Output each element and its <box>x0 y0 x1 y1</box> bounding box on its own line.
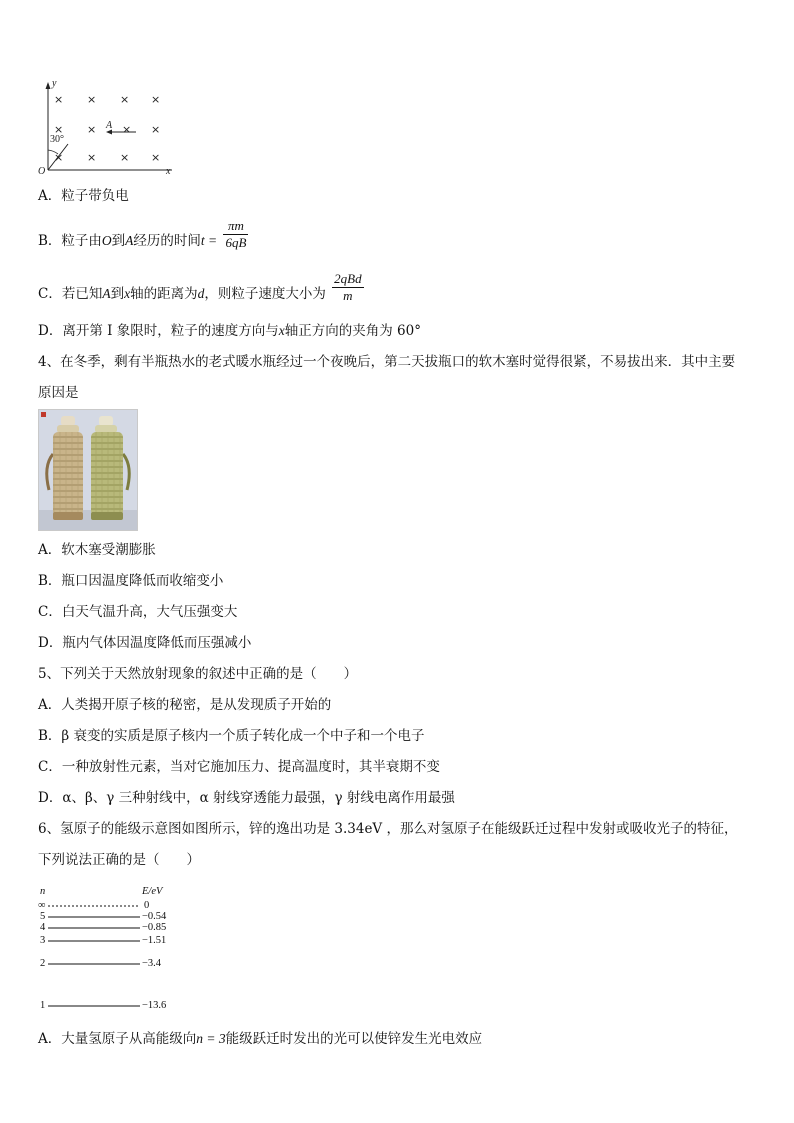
field-cross: × <box>151 123 161 136</box>
q6-option-a <box>38 1030 482 1048</box>
q5-option-b: B．β 衰变的实质是原子核内一个质子转化成一个中子和一个电子 <box>38 728 425 744</box>
field-cross: × <box>151 93 161 106</box>
energy-level-lines <box>36 882 196 1012</box>
q4-option-d: D．瓶内气体因温度降低而压强减小 <box>38 635 252 651</box>
q5-option-d: D．α、β、γ 三种射线中，α 射线穿透能力最强，γ 射线电离作用最强 <box>38 790 455 806</box>
q4-stem-line2: 原因是 <box>38 385 79 401</box>
field-cross: × <box>87 151 97 164</box>
q5-option-a: A．人类揭开原子核的秘密，是从发现质子开始的 <box>38 697 332 713</box>
q4-option-c: C．白天气温升高，大气压强变大 <box>38 604 238 620</box>
q3-c-mid3: ，则粒子速度大小为 <box>204 286 326 302</box>
level-energy: 0 <box>144 900 150 911</box>
level-energy: −1.51 <box>142 935 167 946</box>
q3-b-o: O <box>101 233 112 248</box>
q3-option-a: A．粒子带负电 <box>38 188 129 204</box>
level-n: 1 <box>40 1000 46 1011</box>
field-cross: × <box>54 93 64 106</box>
hydrogen-energy-level-diagram <box>36 882 196 1012</box>
q4-option-b: B．瓶口因温度降低而收缩变小 <box>38 573 224 589</box>
q3-b-t: t = <box>200 233 218 248</box>
field-cross: × <box>54 123 64 136</box>
field-cross: × <box>54 151 64 164</box>
q3-c-den: m <box>343 288 353 303</box>
level-energy: −13.6 <box>142 1000 167 1011</box>
angle-label: 30° <box>50 134 64 145</box>
level-energy: −0.54 <box>142 911 167 922</box>
q3-b-num: πm <box>223 218 248 235</box>
q6-a-suffix: 能级跃迁时发出的光可以使锌发生光电效应 <box>225 1031 483 1047</box>
q3-c-a: A <box>102 286 111 301</box>
q3-b-a: A <box>125 233 134 248</box>
origin-label: O <box>38 166 46 177</box>
q3-c-num: 2qBd <box>334 271 362 286</box>
q3-b-after: 经历的时间 <box>133 233 201 249</box>
magnetic-field-figure <box>36 80 176 178</box>
q6-stem-line1: 6、氢原子的能级示意图如图所示，锌的逸出功是 3.34eV ，那么对氢原子在能级跃迁过程中发射或吸收光子的特征， <box>38 821 738 837</box>
level-n: 4 <box>40 922 46 933</box>
x-axis-label: x <box>166 166 171 177</box>
q3-c-x: x <box>124 286 131 301</box>
q4-stem-line1: 4、在冬季，剩有半瓶热水的老式暖水瓶经过一个夜晚后，第二天拔瓶口的软木塞时觉得很紧，不易拔出来．其中主要 <box>38 354 736 370</box>
level-n: 3 <box>40 935 46 946</box>
q3-d-prefix: D．离开第 I 象限时，粒子的速度方向与 <box>38 323 279 339</box>
q3-option-d <box>38 322 421 340</box>
thermos-bottles-illustration <box>39 410 137 530</box>
y-axis-label: y <box>52 78 57 89</box>
thermos-bottles-photo <box>38 409 138 531</box>
q5-stem: 5、下列关于天然放射现象的叙述中正确的是（ ） <box>38 666 358 682</box>
level-n: 5 <box>40 911 46 922</box>
q6-stem-line2: 下列说法正确的是（ ） <box>38 852 200 868</box>
level-n: 2 <box>40 958 46 969</box>
level-energy: −0.85 <box>142 922 167 933</box>
q3-d-suffix: 轴正方向的夹角为 60° <box>284 323 421 339</box>
q3-c-d: d <box>197 286 205 301</box>
point-a-label: A <box>106 120 113 131</box>
q3-b-prefix: B．粒子由 <box>38 233 102 249</box>
field-cross: × <box>87 123 97 136</box>
q3-b-mid: 到 <box>111 233 126 249</box>
energy-n-header: n <box>40 886 46 897</box>
level-n: ∞ <box>38 900 46 911</box>
q3-b-den: 6qB <box>225 235 247 250</box>
q6-a-n: n = 3 <box>196 1031 226 1046</box>
field-cross: × <box>120 151 130 164</box>
field-cross: × <box>151 151 161 164</box>
q3-d-x: x <box>278 323 285 338</box>
field-cross: × <box>87 93 97 106</box>
q4-option-a: A．软木塞受潮膨胀 <box>38 542 156 558</box>
energy-e-header: E/eV <box>142 886 163 897</box>
q3-c-prefix: C．若已知 <box>38 286 103 302</box>
level-energy: −3.4 <box>142 958 162 969</box>
q3-c-mid1: 到 <box>110 286 125 302</box>
q3-option-c <box>38 271 366 304</box>
q6-a-prefix: A．大量氢原子从高能级向 <box>38 1031 197 1047</box>
q3-c-mid2: 轴的距离为 <box>130 286 198 302</box>
q3-c-fraction <box>332 271 363 304</box>
q3-b-fraction <box>223 218 248 251</box>
field-cross: × <box>122 123 132 136</box>
q5-option-c: C．一种放射性元素，当对它施加压力、提高温度时，其半衰期不变 <box>38 759 440 775</box>
field-cross: × <box>120 93 130 106</box>
